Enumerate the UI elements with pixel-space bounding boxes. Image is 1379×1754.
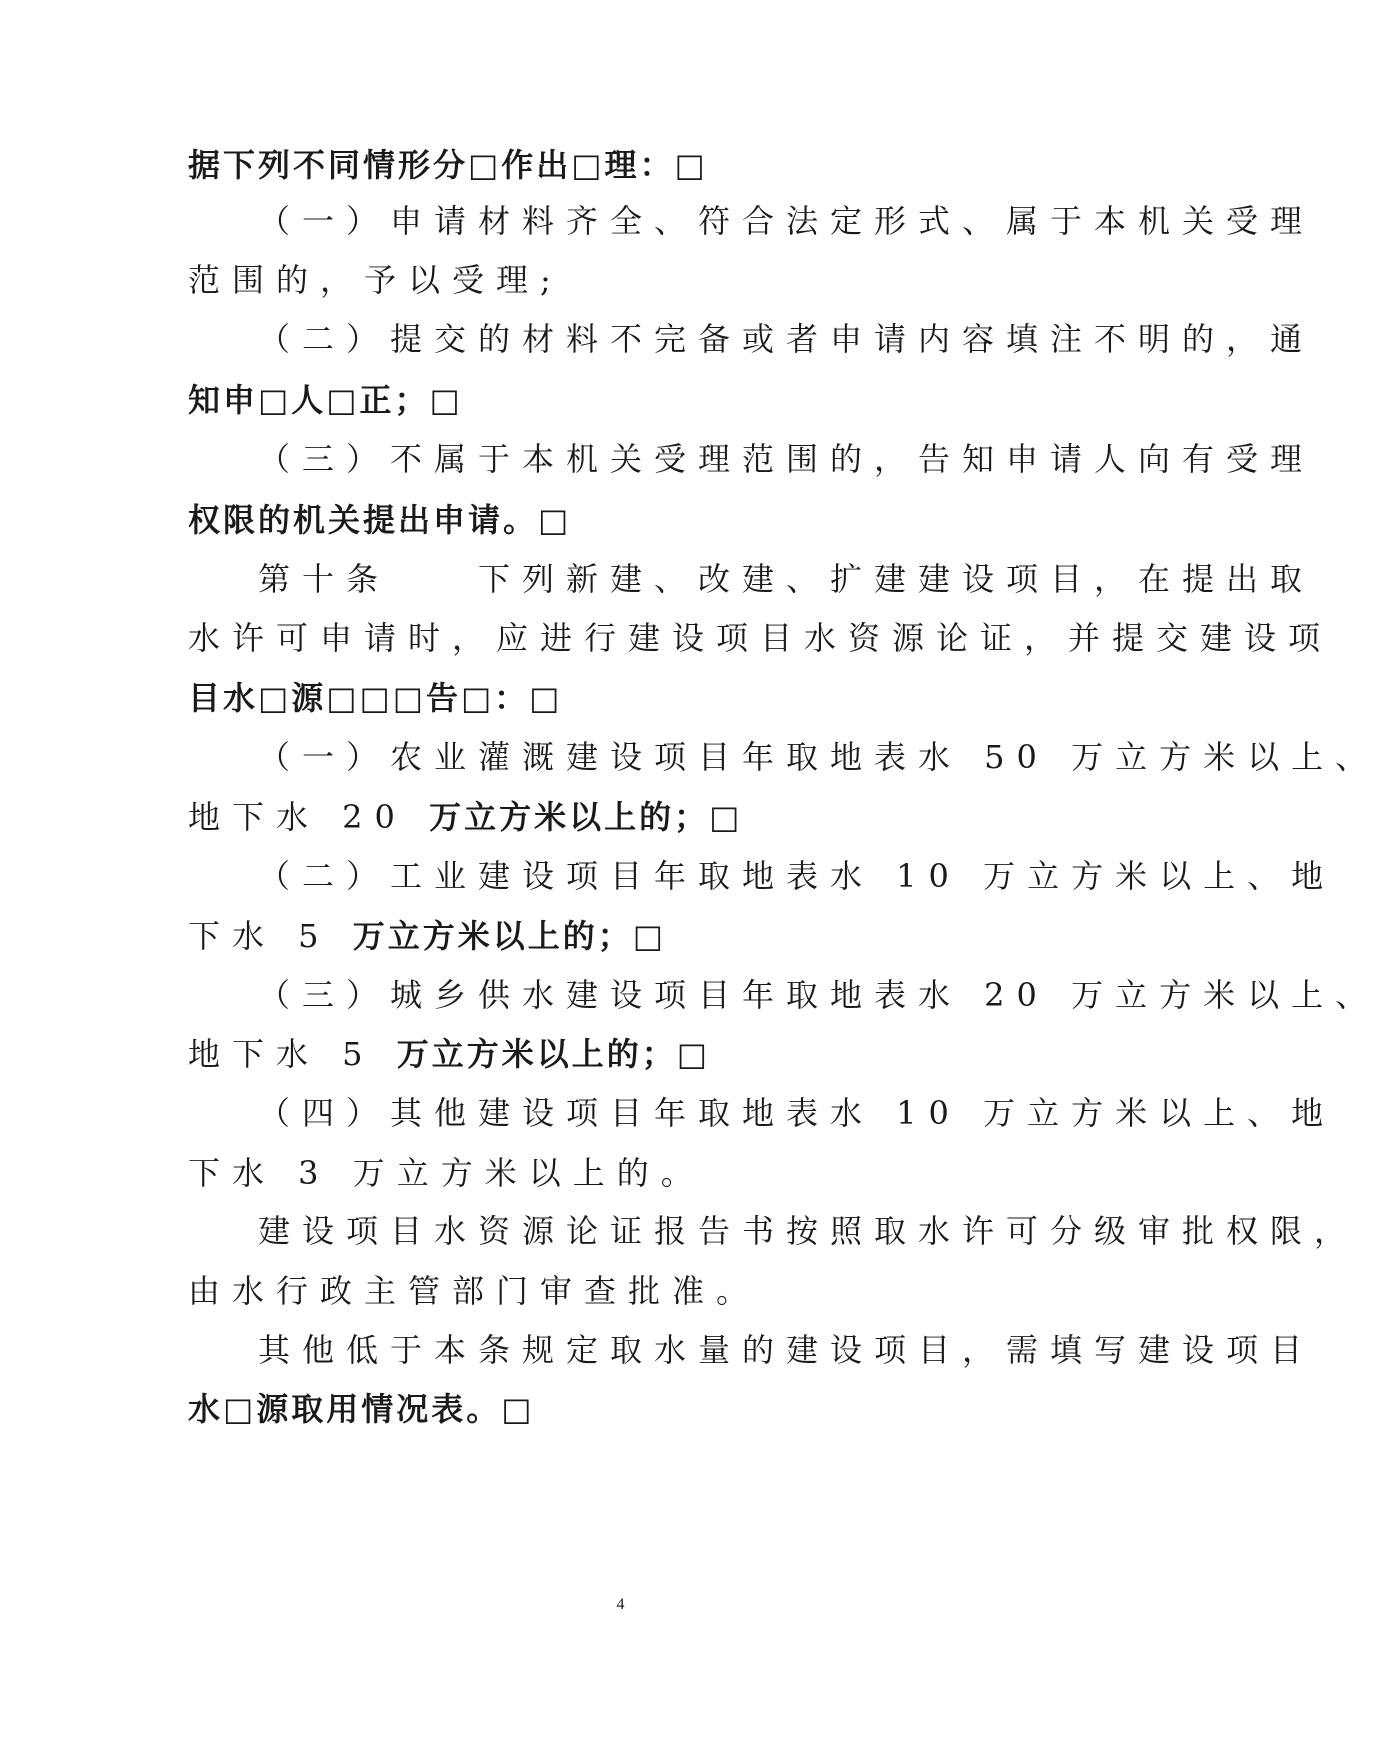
text-run: （三）城乡供水建设项目年取地表水 20 万立方米以上、 <box>258 976 1379 1014</box>
text-run-bold: 权限的机关提出申请。□ <box>188 501 572 539</box>
text-line <box>188 1261 1058 1321</box>
text-line <box>258 191 1315 251</box>
text-line <box>258 309 1315 369</box>
text-run-bold: 万立方米以上的；□ <box>396 1035 710 1073</box>
text-line <box>188 787 1058 847</box>
text-run: 建设项目水资源论证报告书按照取水许可分级审批权限， <box>258 1212 1359 1250</box>
text-run-bold: 知申□人□正；□ <box>188 381 463 419</box>
text-run: （一）农业灌溉建设项目年取地表水 50 万立方米以上、 <box>258 738 1379 776</box>
text-run: （一）申请材料齐全、符合法定形式、属于本机关受理 <box>258 202 1315 240</box>
text-line <box>258 1320 1315 1380</box>
text-line <box>258 429 1315 489</box>
text-line <box>188 370 1058 430</box>
text-run-bold: 据下列不同情形分□作出□理：□ <box>188 146 708 184</box>
text-line <box>258 1201 1359 1261</box>
text-run-bold: 目水□源□□□告□：□ <box>188 679 563 717</box>
text-run: 下水 3 万立方米以上的。 <box>188 1154 705 1192</box>
text-run: 第十条 下列新建、改建、扩建建设项目，在提出取 <box>258 560 1315 598</box>
text-run: 范围的，予以受理; <box>188 261 563 299</box>
text-line <box>188 135 1058 195</box>
text-line <box>188 668 1058 728</box>
text-line <box>258 1083 1336 1143</box>
text-run: （二）提交的材料不完备或者申请内容填注不明的，通 <box>258 320 1315 358</box>
text-run: 下水 5 <box>188 917 353 955</box>
text-run-bold: 万立方米以上的；□ <box>352 917 666 955</box>
page-number: 4 <box>616 1596 625 1613</box>
text-run: 地下水 20 <box>188 798 430 836</box>
text-line <box>188 250 1058 310</box>
text-run: （四）其他建设项目年取地表水 10 万立方米以上、地 <box>258 1094 1336 1132</box>
text-line <box>188 608 1333 668</box>
text-line <box>188 490 1058 550</box>
text-run: （三）不属于本机关受理范围的，告知申请人向有受理 <box>258 440 1315 478</box>
text-run: 水许可申请时，应进行建设项目水资源论证，并提交建设项 <box>188 619 1333 657</box>
text-line <box>188 1024 1058 1084</box>
text-line <box>188 1143 1058 1203</box>
text-run: （二）工业建设项目年取地表水 10 万立方米以上、地 <box>258 857 1336 895</box>
text-run: 地下水 5 <box>188 1035 397 1073</box>
text-run: 由水行政主管部门审查批准。 <box>188 1272 761 1310</box>
text-line <box>188 1379 1058 1439</box>
text-run-bold: 万立方米以上的；□ <box>429 798 743 836</box>
text-line <box>258 846 1336 906</box>
text-line <box>258 549 1315 609</box>
text-line <box>258 727 1379 787</box>
text-run-bold: 水□源取用情况表。□ <box>188 1390 535 1428</box>
text-run: 其他低于本条规定取水量的建设项目，需填写建设项目 <box>258 1331 1315 1369</box>
text-line <box>258 965 1379 1025</box>
text-line <box>188 906 1058 966</box>
